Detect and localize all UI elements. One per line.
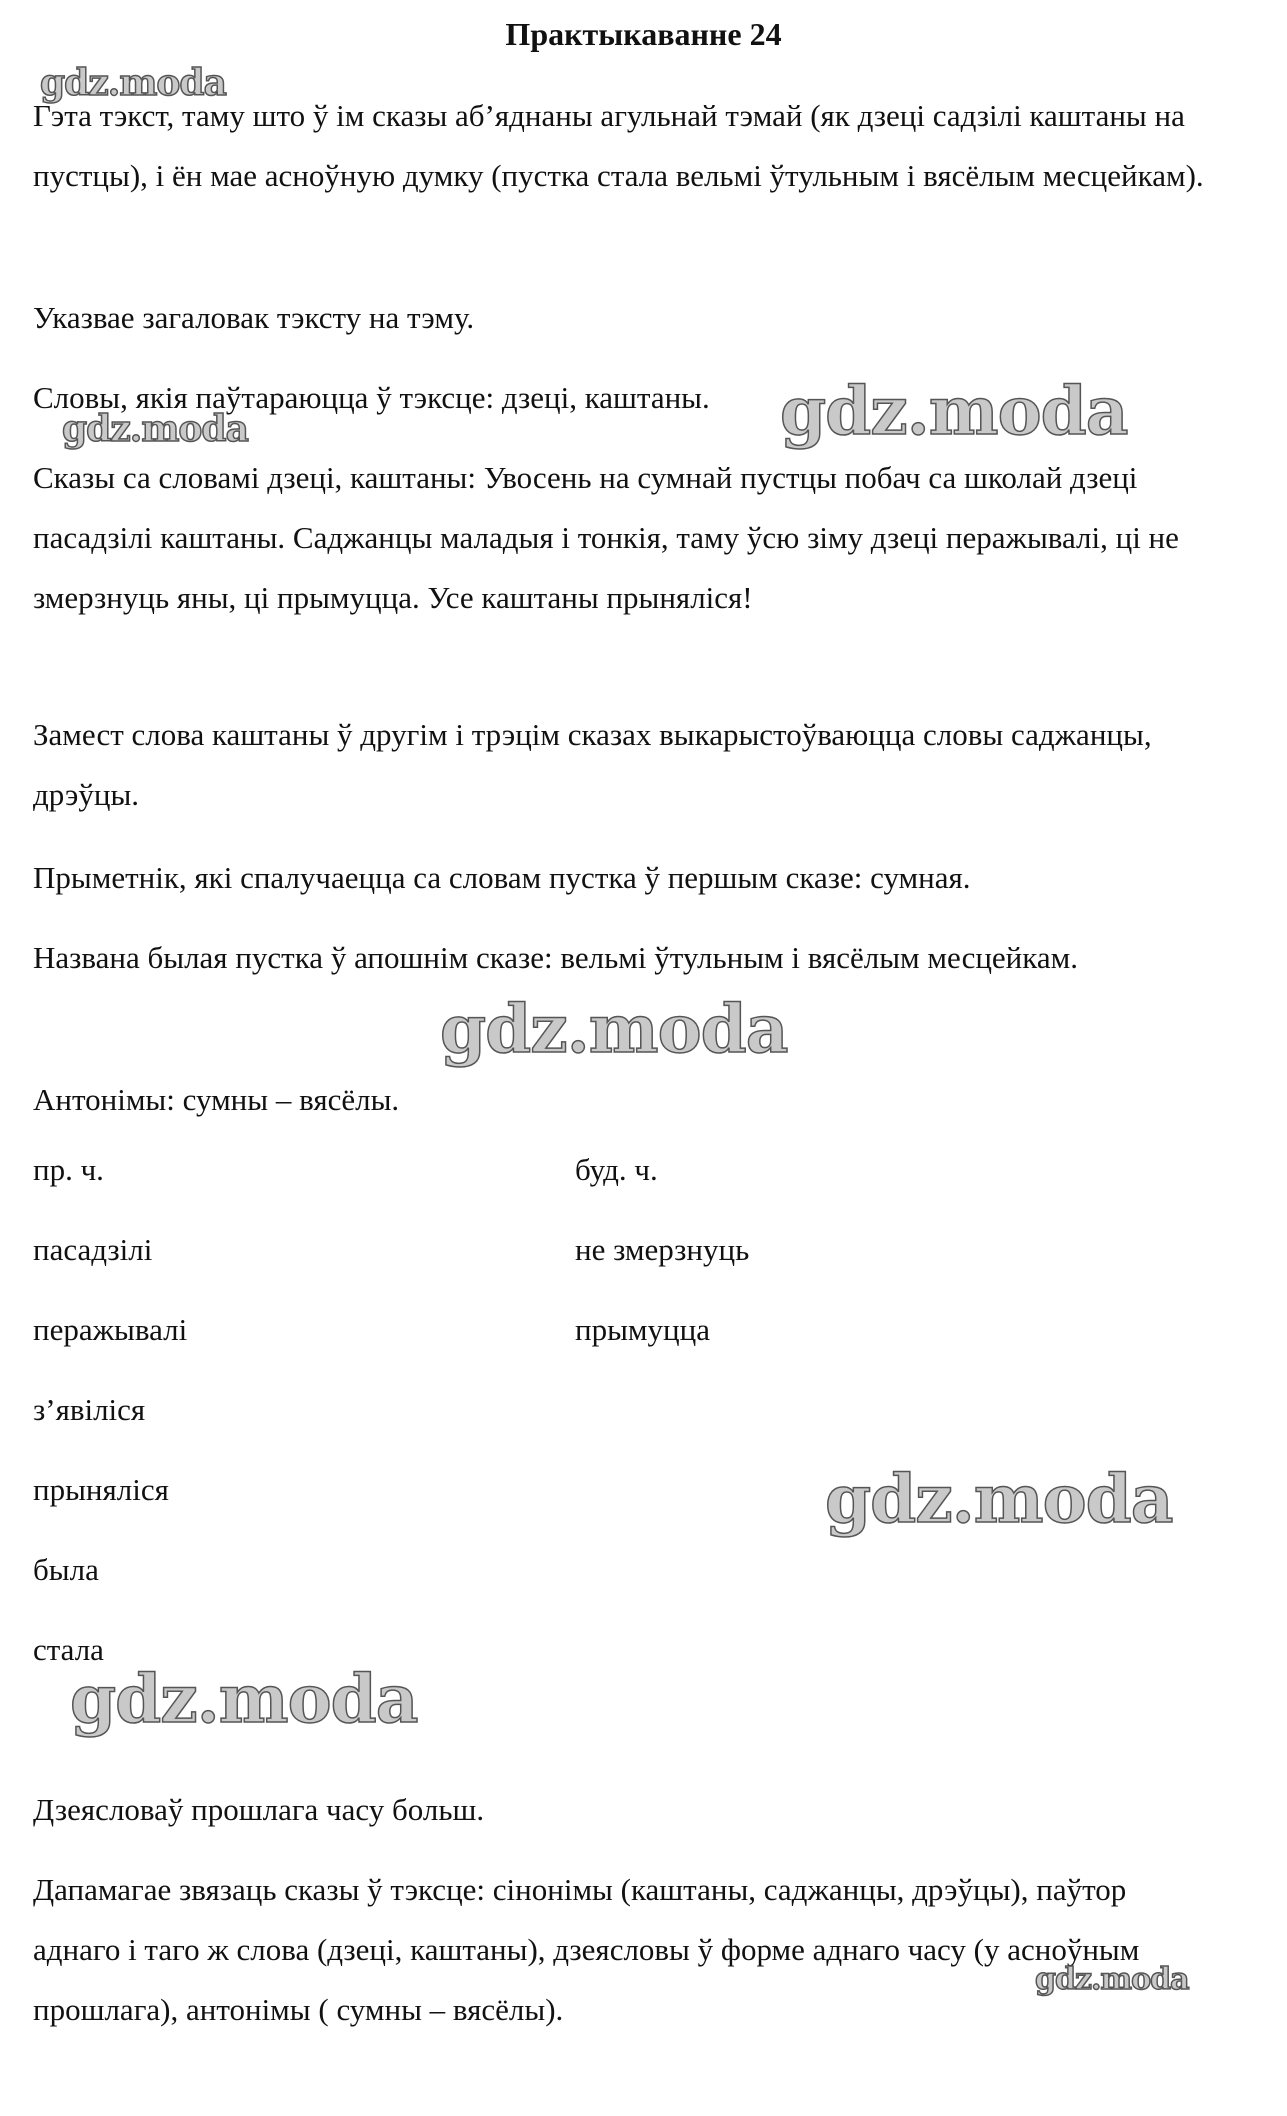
paragraph-text-definition: Гэта тэкст, таму што ў ім сказы аб’яднаны агульнай тэмай (як дзеці садзілі каштаны на пустцы), і ён мае асноўную думку (пустка стала вельмі ўтульным і вясёлым месцейкам). xyxy=(33,98,1204,193)
future-tense-header: буд. ч. xyxy=(575,1152,658,1187)
watermark-logo: gdz.moda xyxy=(40,62,226,104)
watermark-logo: gdz.moda xyxy=(70,1660,418,1738)
past-tense-verb: перажывалі xyxy=(33,1312,188,1347)
paragraph-named-place: Названа былая пустка ў апошнім сказе: вельмі ўтульным і вясёлым месцейкам. xyxy=(33,940,1078,975)
past-tense-verb: з’явіліся xyxy=(33,1392,146,1427)
future-tense-verb: прымуцца xyxy=(575,1312,710,1347)
past-tense-verb: пасадзілі xyxy=(33,1232,153,1267)
final-paragraph: Дапамагае звязаць сказы ў тэксце: сінонімы (каштаны, саджанцы, дрэўцы), паўтор аднаго і таго ж слова (дзеці, каштаны), дзеясловы ў форме аднаго часу (у асноўным прошлага), антонімы ( сумны – вясёлы). xyxy=(33,1872,1140,2027)
paragraph-adjective: Прыметнік, які спалучаецца са словам пустка ў першым сказе: сумная. xyxy=(33,860,971,895)
watermark-logo: gdz.moda xyxy=(62,408,248,450)
past-tense-verb: была xyxy=(33,1552,99,1587)
watermark-logo: gdz.moda xyxy=(780,372,1128,450)
conclusion-text: Дзеясловаў прошлага часу больш. xyxy=(33,1792,485,1827)
watermark-logo: gdz.moda xyxy=(440,990,788,1068)
page-title: Практыкаванне 24 xyxy=(505,16,782,52)
past-tense-verb: стала xyxy=(33,1632,104,1667)
watermark-logo: gdz.moda xyxy=(825,1460,1173,1538)
paragraph-antonyms: Антонімы: сумны – вясёлы. xyxy=(33,1082,400,1117)
paragraph-title-note: Указвае загаловак тэксту на тэму. xyxy=(33,300,475,335)
past-tense-header: пр. ч. xyxy=(33,1152,104,1187)
watermark-logo: gdz.moda xyxy=(1035,1962,1189,1997)
paragraph-sentences: Сказы са словамі дзеці, каштаны: Увосень на сумнай пустцы побач са школай дзеці пасадзілі каштаны. Саджанцы маладыя і тонкія, таму ўсю зіму дзеці перажывалі, ці не змерзнуць яны, ці прымуцца. Усе каштаны прыняліся! xyxy=(33,460,1179,615)
future-tense-verb: не змерзнуць xyxy=(575,1232,750,1267)
paragraph-repeated-words: Словы, якія паўтараюцца ў тэксце: дзеці, каштаны. xyxy=(33,380,710,415)
past-tense-verb: прыняліся xyxy=(33,1472,169,1507)
paragraph-replacement-words: Замест слова каштаны ў другім і трэцім сказах выкарыстоўваюцца словы саджанцы, дрэўцы. xyxy=(33,717,1152,812)
